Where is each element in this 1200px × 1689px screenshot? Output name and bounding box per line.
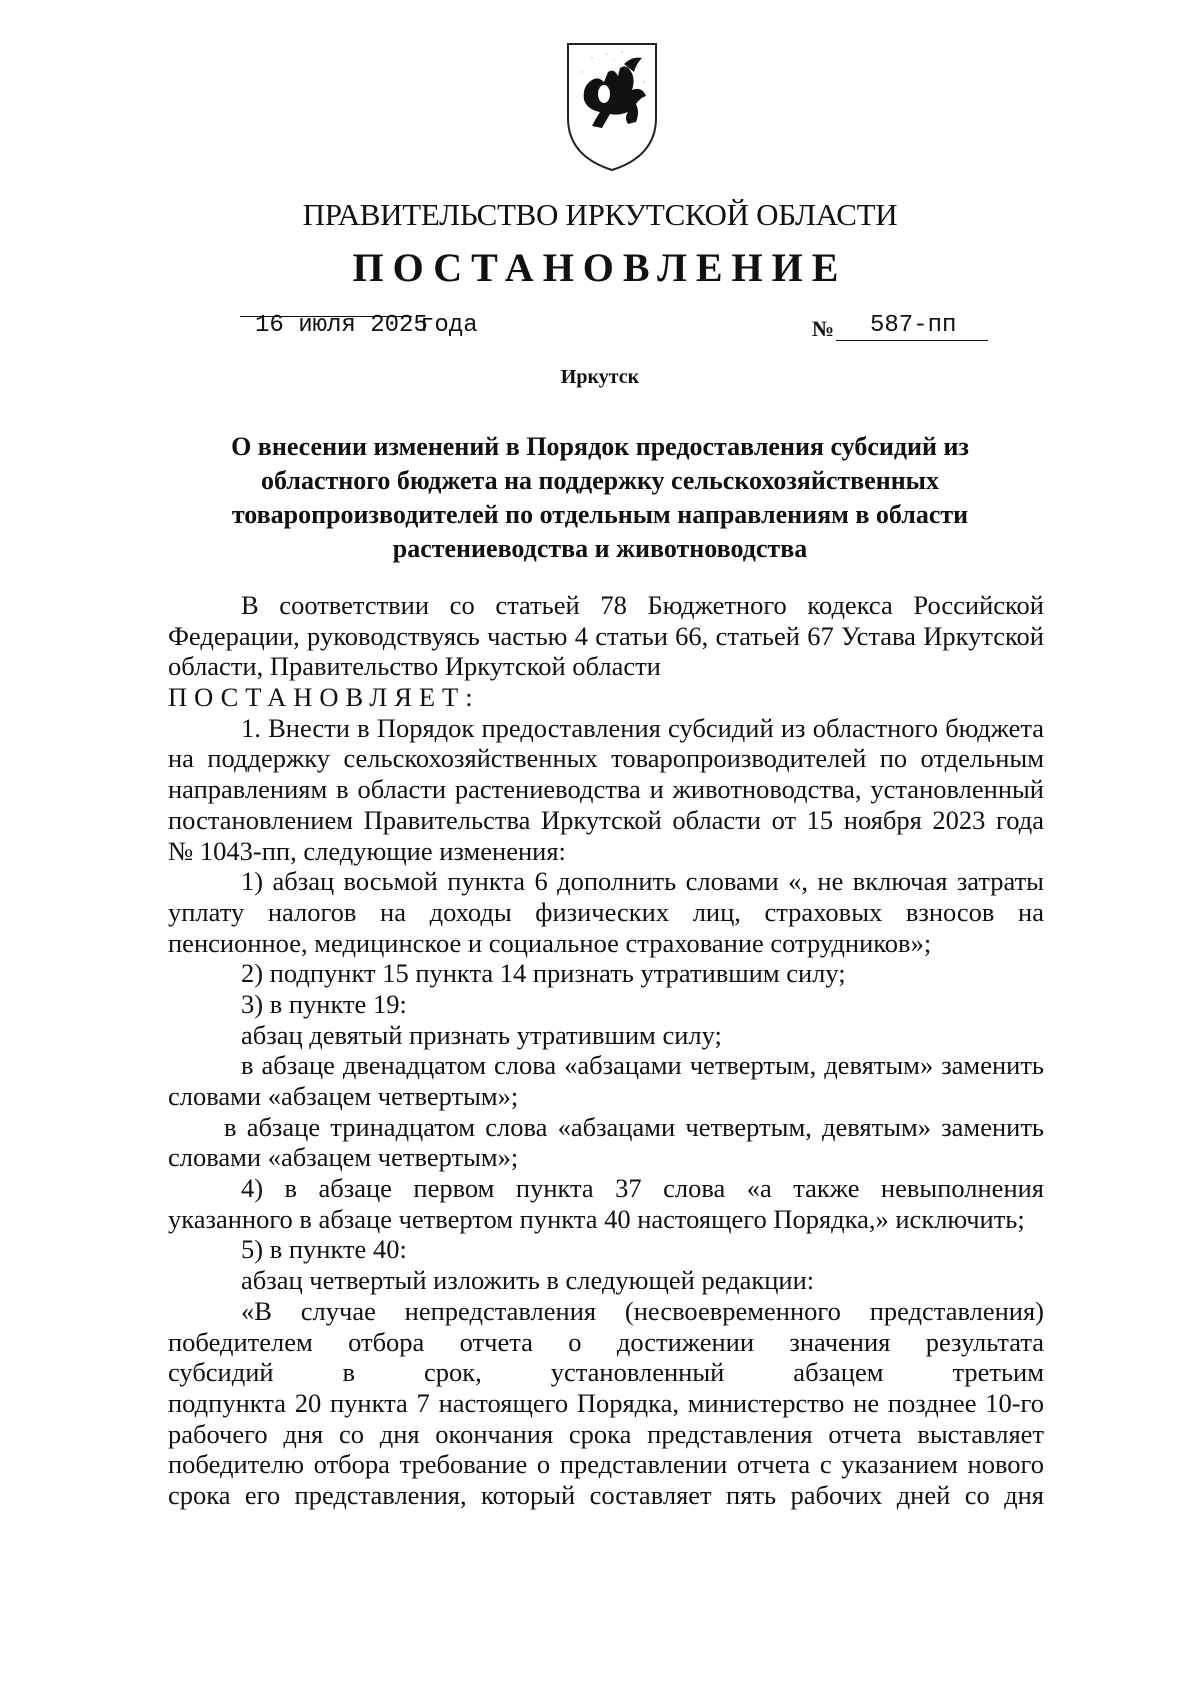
document-number: 587-пп: [870, 312, 957, 339]
document-body: [168, 590, 1044, 1511]
body-line: в абзаце тринадцатом слова «абзацами четвертым, девятым» заменить: [224, 1111, 1044, 1142]
document-type: ПОСТАНОВЛЕНИЕ: [352, 245, 848, 290]
body-line: Федерации, руководствуясь частью 4 статьи 66, статьей 67 Устава Иркутской: [168, 620, 1044, 651]
body-line: в абзаце двенадцатом слова «абзацами четвертым, девятым» заменить: [241, 1050, 1044, 1081]
body-line: словами «абзацем четвертым»;: [168, 1081, 519, 1111]
body-line: победителю отбора требование о представлении отчета с указанием нового: [168, 1449, 1044, 1480]
body-line: словами «абзацем четвертым»;: [168, 1142, 519, 1173]
body-line: области, Правительство Иркутской области: [168, 651, 661, 682]
document-title: [160, 430, 1040, 566]
title-line: областного бюджета на поддержку сельскохозяйственных: [261, 466, 939, 495]
body-line: 3) в пункте 19:: [241, 988, 407, 1019]
body-line: победителем отбора отчета о достижении значения результата: [168, 1326, 1044, 1357]
body-line: уплату налогов на доходы физических лиц, страховых взносов на: [168, 896, 1044, 927]
number-underline: [836, 340, 988, 341]
coat-of-arms-emblem: [562, 38, 662, 174]
title-line: О внесении изменений в Порядок предоставления субсидий из: [231, 432, 969, 461]
body-line: направлениям в области растениеводства и животноводства, установленный: [168, 774, 1044, 805]
body-line: на поддержку сельскохозяйственных товаропроизводителей по отдельным: [168, 743, 1044, 774]
body-line: 1) абзац восьмой пункта 6 дополнить словами «, не включая затраты: [241, 866, 1044, 897]
body-line: 4) в абзаце первом пункта 37 слова «а также невыполнения: [241, 1173, 1044, 1204]
resolution-word: ПОСТАНОВЛЯЕТ:: [168, 682, 480, 713]
body-line: № 1043-пп, следующие изменения:: [168, 835, 566, 866]
city: Иркутск: [560, 366, 640, 388]
body-line: 2) подпункт 15 пункта 14 признать утратившим силу;: [241, 958, 846, 989]
body-line: абзац девятый признать утратившим силу;: [241, 1019, 722, 1050]
organization-name: ПРАВИТЕЛЬСТВО ИРКУТСКОЙ ОБЛАСТИ: [302, 197, 898, 232]
body-line: постановлением Правительства Иркутской области от 15 ноября 2023 года: [168, 804, 1044, 835]
body-line: В соответствии со статьей 78 Бюджетного кодекса Российской: [241, 590, 1044, 620]
title-line: товаропроизводителей по отдельным направлениям в области: [231, 500, 969, 529]
body-line: субсидий в срок, установленный абзацем третьим: [168, 1357, 1044, 1388]
body-line: «В случае непредставления (несвоевременного представления): [241, 1295, 1044, 1326]
number-sign: №: [812, 316, 835, 341]
body-line: пенсионное, медицинское и социальное страхование сотрудников»;: [168, 927, 932, 958]
body-line: 5) в пункте 40:: [241, 1234, 407, 1265]
body-line: 1. Внести в Порядок предоставления субсидий из областного бюджета: [241, 712, 1044, 743]
document-date: 16 июля 2025: [255, 312, 428, 339]
body-line: рабочего дня со дня окончания срока представления отчета выставляет: [168, 1418, 1044, 1449]
date-suffix: года: [420, 312, 478, 339]
body-line: срока его представления, который составляет пять рабочих дней со дня: [168, 1479, 1044, 1510]
date-underline: [240, 316, 412, 317]
body-line: подпункта 20 пункта 7 настоящего Порядка, министерство не позднее 10-го: [168, 1387, 1044, 1418]
body-line: указанного в абзаце четвертом пункта 40 настоящего Порядка,» исключить;: [168, 1203, 1025, 1234]
title-line: растениеводства и животноводства: [392, 534, 808, 563]
body-line: абзац четвертый изложить в следующей редакции:: [241, 1265, 815, 1296]
